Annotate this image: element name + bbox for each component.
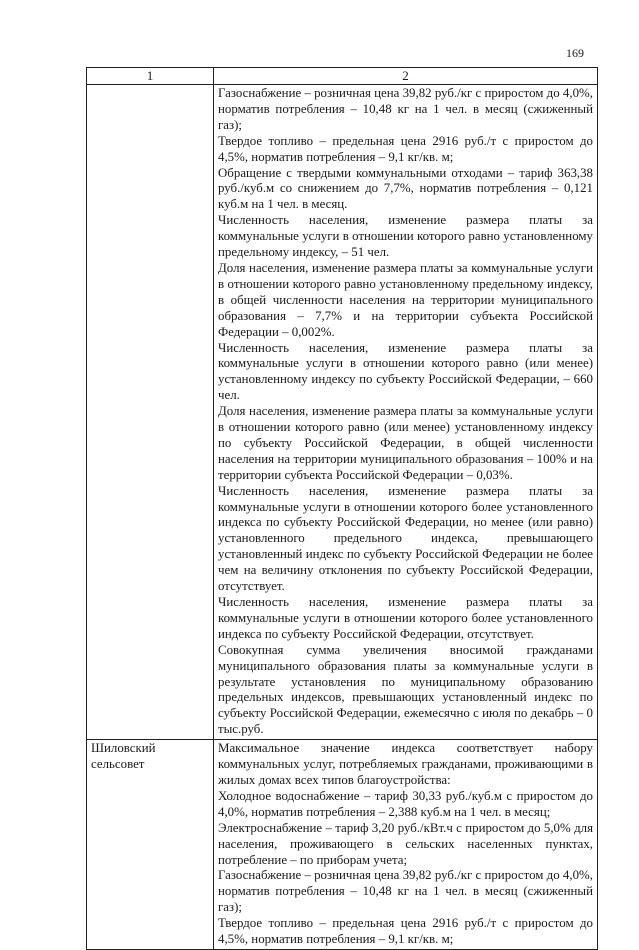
- paragraph: Максимальное значение индекса соответствует набору коммунальных услуг, потребляемых гражданами, проживающими в жилых домах всех типов благоустройства:: [218, 741, 593, 787]
- paragraph: Газоснабжение – розничная цена 39,82 руб./кг с приростом до 4,0%, норматив потребления – 10,48 кг на 1 чел. в месяц (сжиженный газ);: [218, 86, 593, 132]
- paragraph: Численность населения, изменение размера платы за коммунальные услуги в отношении которого более установленного индекса по субъекту Российской Федерации, но менее (или равно) установленного предельного индекса, превышающего установленный индекс по субъекту Российской Федерации не более чем на величину отклонения по субъекту Российской Федерации, отсутствует.: [218, 483, 593, 594]
- paragraph: Совокупная сумма увеличения вносимой гражданами муниципального образования платы за коммунальные услуги в результате установления по муниципальному образованию предельных индексов, превышающих установленный индекс по субъекту Российской Федерации, ежемесячно с июля по декабрь – 0 тыс.руб.: [218, 642, 593, 737]
- column-header-2: 2: [214, 68, 598, 85]
- column-header-1: 1: [87, 68, 214, 85]
- paragraph: Численность населения, изменение размера платы за коммунальные услуги в отношении которого равно установленному предельному индексу, – 51 чел.: [218, 213, 593, 260]
- paragraph: Газоснабжение – розничная цена 39,82 руб./кг с приростом до 4,0%, норматив потребления – 10,48 кг на 1 чел. в месяц (сжиженный газ);: [218, 868, 593, 915]
- paragraph: Твердое топливо – предельная цена 2916 руб./т с приростом до 4,5%, норматив потребления – 9,1 кг/кв. м;: [218, 133, 593, 164]
- municipality-name: Шиловский сельсовет: [91, 741, 156, 772]
- table-row: [87, 85, 598, 740]
- municipality-cell: [87, 85, 214, 740]
- paragraph: Доля населения, изменение размера платы за коммунальные услуги в отношении которого равно (или менее) установленному индексу по субъекту Российской Федерации, в общей численности населения на территории муниципального образования – 100% и на территории субъекта Российской Федерации – 0,03%.: [218, 404, 593, 482]
- paragraph: Обращение с твердыми коммунальными отходами – тариф 363,38 руб./куб.м со снижением до 7,7%, норматив потребления – 0,121 куб.м на 1 чел. в месяц.: [218, 165, 593, 212]
- table-row: [87, 740, 598, 950]
- paragraph: Твердое топливо – предельная цена 2916 руб./т с приростом до 4,5%, норматив потребления – 9,1 кг/кв. м;: [218, 916, 593, 947]
- paragraph: Численность населения, изменение размера платы за коммунальные услуги в отношении которого более установленного индекса по субъекту Российской Федерации, отсутствует.: [218, 595, 593, 641]
- details-cell: [214, 740, 598, 950]
- table-header-row: [87, 68, 598, 85]
- details-cell: [214, 85, 598, 740]
- paragraph: Холодное водоснабжение – тариф 30,33 руб./куб.м с приростом до 4,0%, норматив потребления – 2,388 куб.м на 1 чел. в месяц;: [218, 788, 593, 819]
- tariff-table: [86, 67, 598, 950]
- paragraph: Электроснабжение – тариф 3,20 руб./кВт.ч с приростом до 5,0% для населения, проживающего в сельских населенных пунктах, потребление – по приборам учета;: [218, 820, 593, 867]
- paragraph: Доля населения, изменение размера платы за коммунальные услуги в отношении которого равно установленному предельному индексу, в общей численности населения на территории муниципального образования – 7,7% и на территории субъекта Российской Федерации – 0,002%.: [218, 260, 593, 339]
- page-number: 169: [566, 46, 584, 60]
- paragraph: Численность населения, изменение размера платы за коммунальные услуги в отношении которого равно (или менее) установленному индексу по субъекту Российской Федерации, – 660 чел.: [218, 340, 593, 403]
- municipality-cell: [87, 740, 214, 950]
